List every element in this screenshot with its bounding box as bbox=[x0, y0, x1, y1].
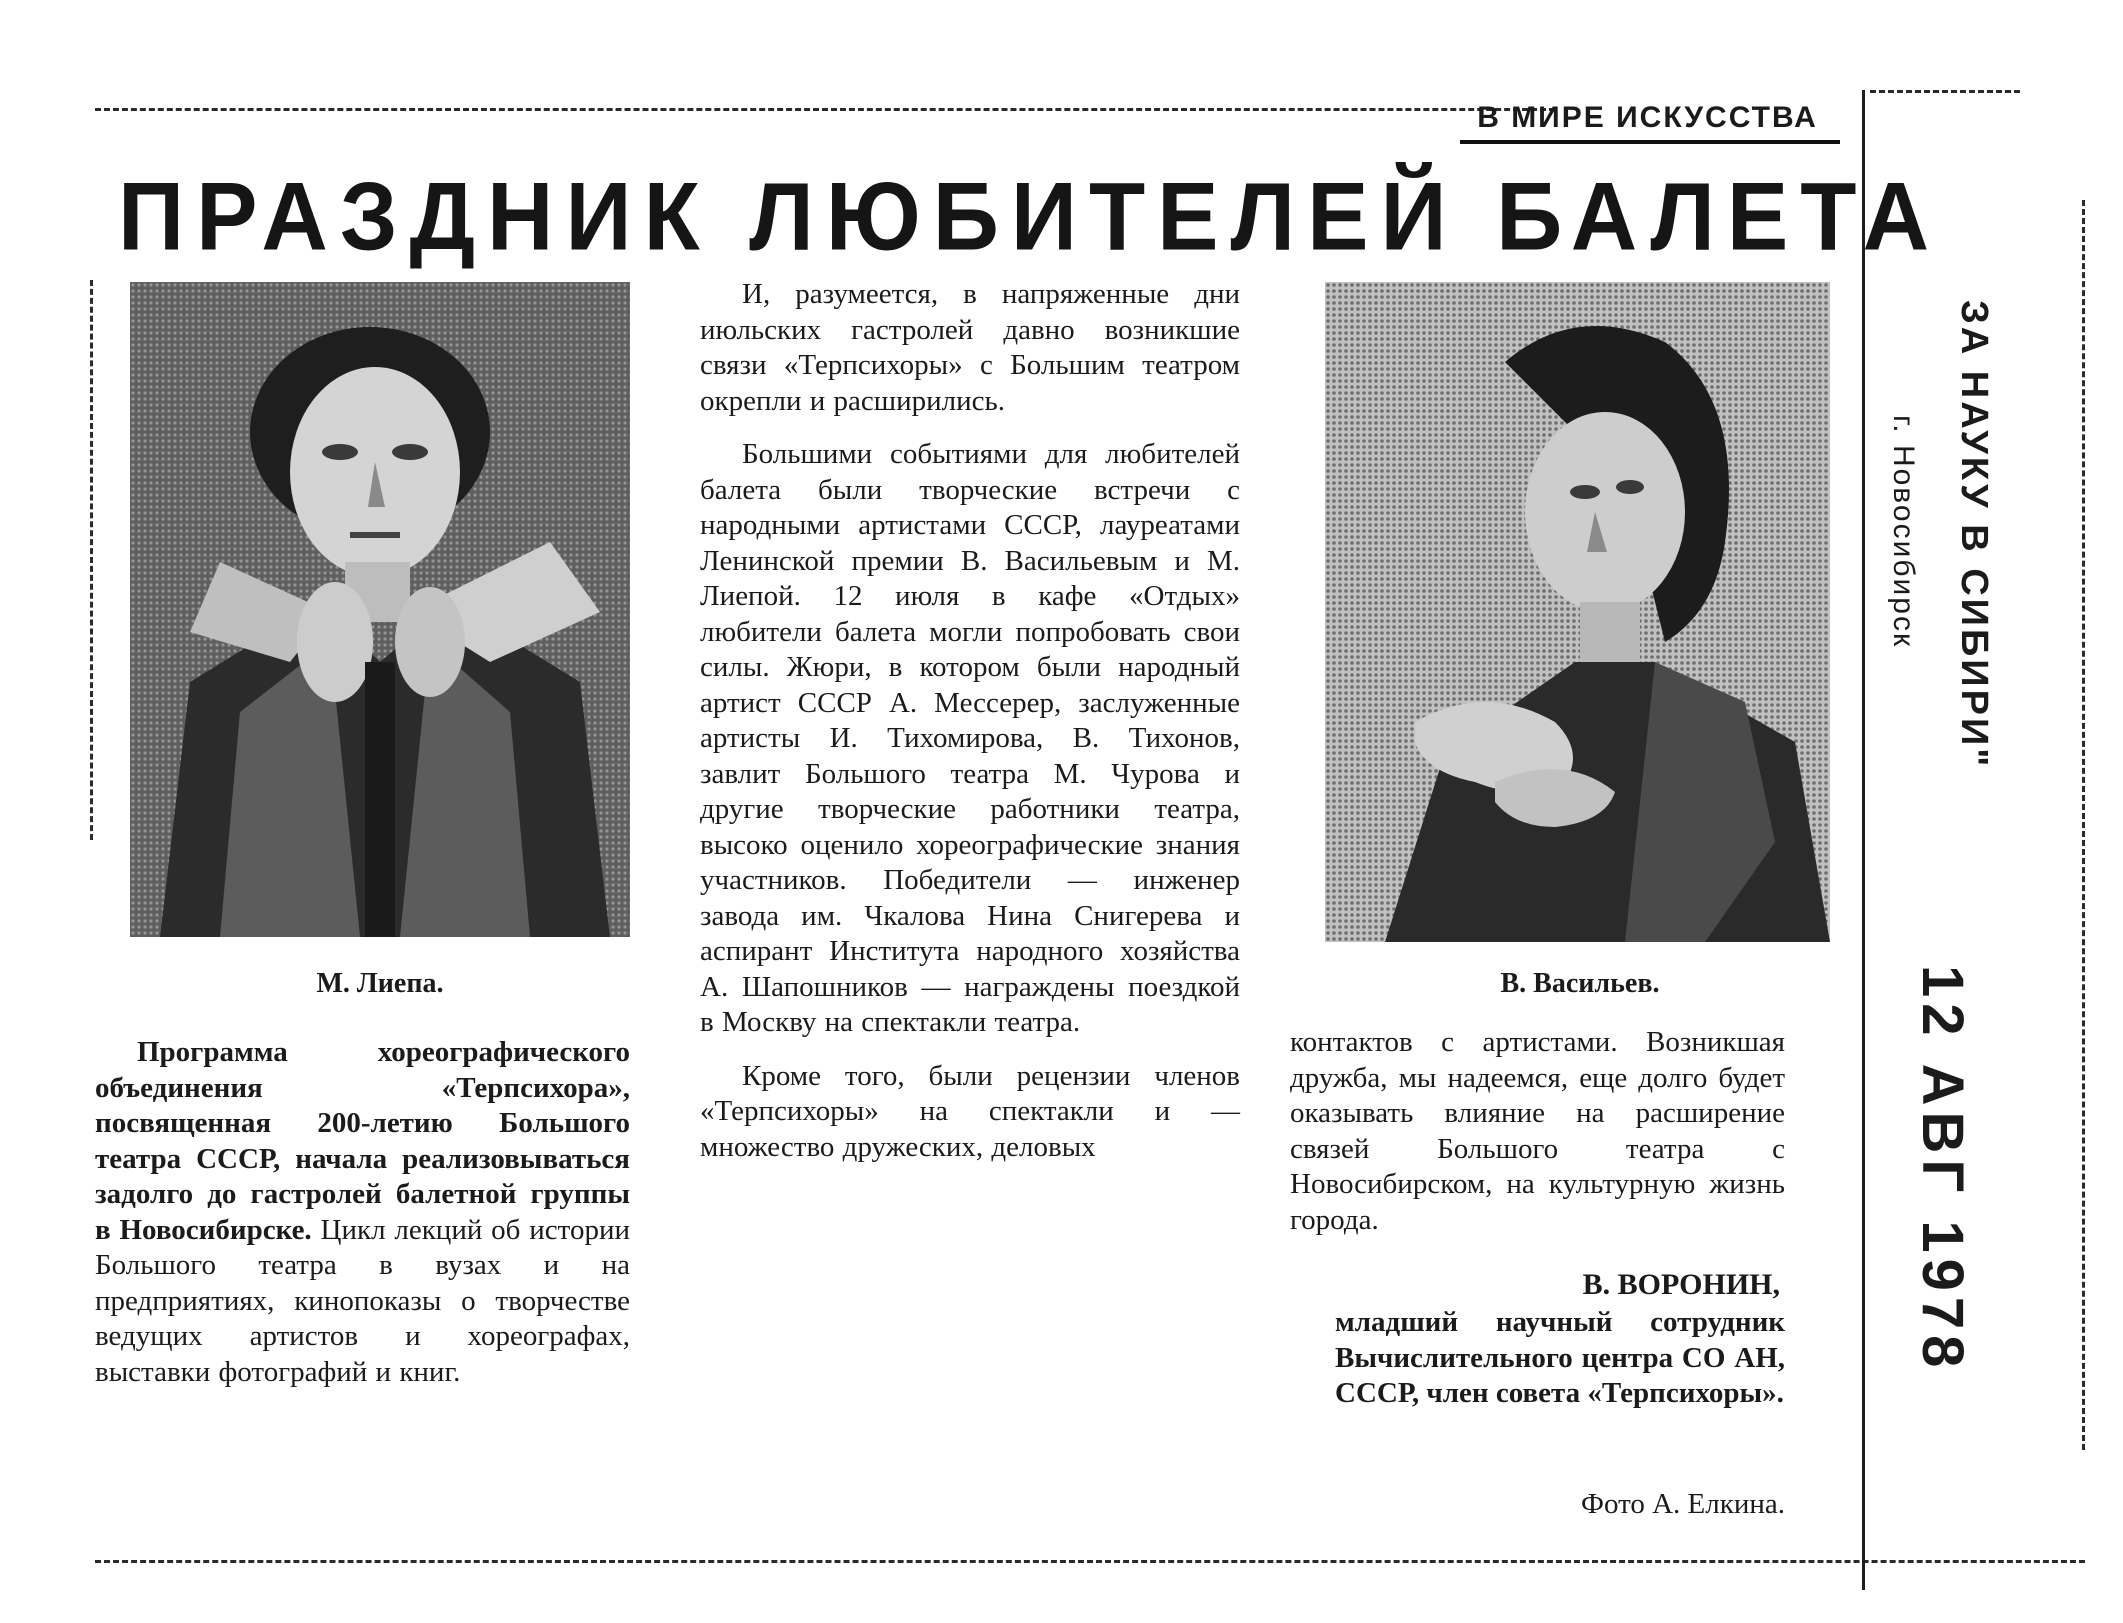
column1-paragraph bbox=[95, 1035, 630, 1390]
top-dashed-rule bbox=[95, 108, 1555, 111]
bottom-dashed-rule bbox=[95, 1560, 2085, 1563]
rubric-label: В МИРЕ ИСКУССТВА bbox=[1477, 101, 1818, 134]
column2-paragraph-2: Большими событиями для любителей балета были творческие встречи с народными артистами СССР, лауреатами Ленинской премии В. Васильевым и М. Лиепой. 12 июля в кафе «Отдых» любители балета могли попробовать свои силы. Жюри, в котором были народный артист СССР А. Мессерер, заслуженные артисты И. Тихомирова, В. Тихонов, завлит Большого театра М. Чурова и другие творческие работники театра, высоко оценило хореографические знания участников. Победители — инженер завода им. Чкалова Нина Снигерева и аспирант Института народного хозяйства А. Шапошников — награждены поездкой в Москву на спектакли театра. bbox=[700, 438, 1240, 1038]
caption-liepa: М. Лиепа. bbox=[316, 968, 444, 999]
headline: ПРАЗДНИК ЛЮБИТЕЛЕЙ БАЛЕТА bbox=[118, 163, 1942, 271]
right-dashed-edge bbox=[2082, 200, 2085, 1450]
newspaper-stamp bbox=[1935, 300, 2005, 830]
article-column-2 bbox=[700, 277, 1240, 1183]
column1-lead-rest: Цикл лекций об истории Большого театра в вузах и на предприятиях, кинопоказы о творчестве ведущих артистов и хореографах, выставки фотографий и книг. bbox=[95, 1213, 630, 1388]
column3-paragraph-1: контактов с артистами. Возникшая дружба, мы надеемся, еще долго будет оказывать влияние на расширение связей Большого театра с Новосибирском, на культурную жизнь города. bbox=[1290, 1026, 1785, 1236]
author-name: В. ВОРОНИН, bbox=[1582, 1268, 1780, 1301]
caption-vasiliev: В. Васильев. bbox=[1500, 968, 1660, 999]
top-dashed-rule-right bbox=[1870, 90, 2020, 93]
column2-paragraph-3: Кроме того, были рецензии членов «Терпсихоры» на спектакли и — множество дружеских, деловых bbox=[700, 1059, 1240, 1163]
column2-paragraph-1: И, разумеется, в напряженные дни июльских гастролей давно возникшие связи «Терпсихоры» с Большим театром окрепли и расширились. bbox=[700, 278, 1240, 417]
article-column-1 bbox=[95, 1035, 630, 1408]
city-stamp bbox=[1880, 415, 1930, 745]
author-description: младший научный сотрудник Вычислительного центра СО АН, СССР, член совета «Терпсихоры». bbox=[1335, 1306, 1785, 1409]
date-stamp bbox=[1900, 965, 1980, 1374]
photo-credit: Фото А. Елкина. bbox=[1581, 1488, 1785, 1520]
clipping-right-edge bbox=[1862, 90, 1865, 1590]
left-dashed-edge bbox=[90, 280, 93, 840]
date-stamp-text: 12 АВГ 1978 bbox=[1910, 965, 1975, 1374]
photo-vasiliev bbox=[1325, 282, 1830, 942]
photo-liepa bbox=[130, 282, 630, 937]
column1-lead-bold: Программа хореографического объединения «Терпсихора», посвященная 200-летию Большого театра СССР, начала реализовываться задолго до гастролей балетной группы в Новосибирске. bbox=[95, 1036, 630, 1246]
city-stamp-text: г. Новосибирск bbox=[1887, 415, 1920, 649]
rubric-underline bbox=[1460, 140, 1840, 144]
newspaper-stamp-text: ЗА НАУКУ В СИБИРИ" bbox=[1953, 300, 1995, 770]
article-column-3 bbox=[1290, 1025, 1785, 1256]
